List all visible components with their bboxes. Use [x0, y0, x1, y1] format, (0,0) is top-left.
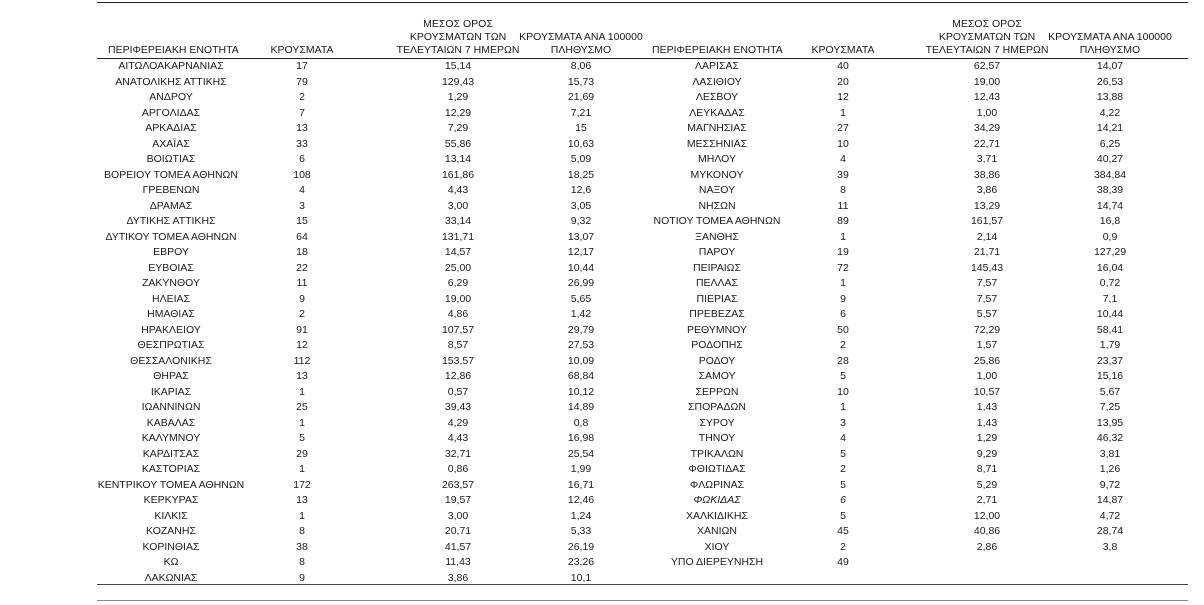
- cell-region: ΗΡΑΚΛΕΙΟΥ: [141, 323, 201, 336]
- cell-per100k: 21,69: [567, 91, 595, 103]
- cell-per100k: 46,32: [1096, 432, 1124, 444]
- cell-cases: 13: [296, 370, 308, 382]
- cell-region: ΡΕΘΥΜΝΟΥ: [686, 323, 748, 336]
- cell-per100k: 15: [575, 122, 587, 134]
- cell-cases: 20: [837, 75, 849, 88]
- cell-cases: 10: [837, 385, 849, 398]
- table-top-border: [97, 2, 1188, 3]
- cell-avg7: 129,43: [441, 75, 475, 88]
- cell-region: ΣΥΡΟΥ: [699, 416, 735, 429]
- cell-per100k: 0,72: [1099, 277, 1121, 289]
- header-avg7-line2: ΚΡΟΥΣΜΑΤΩΝ ΤΩΝ: [409, 31, 507, 43]
- cell-region: ΔΥΤΙΚΗΣ ΑΤΤΙΚΗΣ: [126, 215, 216, 227]
- cell-avg7: 1,43: [976, 401, 998, 413]
- cell-region: ΛΑΚΩΝΙΑΣ: [144, 571, 198, 584]
- cell-per100k: 13,95: [1096, 416, 1124, 429]
- cell-region: ΦΛΩΡΙΝΑΣ: [689, 478, 745, 491]
- cell-region: ΕΒΡΟΥ: [153, 246, 189, 258]
- cell-cases: 1: [840, 401, 846, 413]
- cell-region: ΗΛΕΙΑΣ: [151, 292, 191, 305]
- cell-cases: 8: [840, 184, 846, 196]
- cell-avg7: 107,57: [441, 323, 475, 336]
- cell-avg7: 21,71: [973, 246, 1001, 258]
- cell-per100k: 9,32: [570, 215, 592, 227]
- cell-avg7: 153,57: [441, 354, 475, 367]
- header-cases-left: ΚΡΟΥΣΜΑΤΑ: [270, 44, 334, 56]
- cell-cases: 64: [296, 230, 308, 243]
- cell-avg7: 25,86: [973, 354, 1001, 367]
- cell-cases: 33: [296, 137, 308, 150]
- cell-per100k: 12,46: [567, 494, 595, 506]
- cell-cases: 3: [299, 199, 305, 212]
- cell-per100k: 4,72: [1099, 509, 1121, 522]
- cell-region: ΔΡΑΜΑΣ: [149, 199, 193, 212]
- cell-cases: 3: [840, 416, 846, 429]
- cell-per100k: 7,25: [1099, 401, 1121, 413]
- cell-cases: 7: [299, 106, 305, 119]
- cell-region: ΤΡΙΚΑΛΩΝ: [690, 447, 744, 460]
- cell-per100k: 5,09: [570, 153, 592, 165]
- cell-per100k: 14,07: [1096, 60, 1124, 72]
- cell-region: ΝΟΤΙΟΥ ΤΟΜΕΑ ΑΘΗΝΩΝ: [653, 215, 781, 227]
- cell-cases: 6: [840, 494, 846, 506]
- cell-avg7: 1,00: [976, 106, 998, 119]
- cell-region: ΡΟΔΟΠΗΣ: [691, 339, 743, 351]
- cell-avg7: 38,86: [973, 168, 1001, 181]
- cell-per100k: 27,53: [567, 339, 595, 351]
- cell-region: ΚΑΛΥΜΝΟΥ: [141, 432, 201, 444]
- cell-avg7: 5,29: [976, 478, 998, 491]
- cell-per100k: 1,42: [570, 308, 592, 320]
- cell-region: ΝΗΣΩΝ: [698, 199, 736, 212]
- cell-avg7: 1,57: [976, 339, 998, 351]
- cell-per100k: 10,44: [567, 261, 595, 274]
- cell-avg7: 12,29: [444, 106, 472, 119]
- cell-cases: 17: [296, 60, 308, 72]
- cell-region: ΥΠΟ ΔΙΕΡΕΥΝΗΣΗ: [670, 556, 764, 568]
- cell-region: ΠΙΕΡΙΑΣ: [696, 292, 738, 305]
- cell-region: ΡΟΔΟΥ: [698, 354, 736, 367]
- cell-avg7: 34,29: [973, 122, 1001, 134]
- cell-avg7: 2,71: [976, 494, 998, 506]
- cell-region: ΛΑΡΙΣΑΣ: [695, 60, 739, 72]
- cell-region: ΚΑΡΔΙΤΣΑΣ: [142, 447, 200, 460]
- cell-per100k: 25,54: [567, 447, 595, 460]
- cell-cases: 89: [837, 215, 849, 227]
- cell-avg7: 15,14: [444, 60, 472, 72]
- cell-avg7: 14,57: [444, 246, 472, 258]
- cell-cases: 28: [837, 354, 849, 367]
- cell-region: ΚΕΝΤΡΙΚΟΥ ΤΟΜΕΑ ΑΘΗΝΩΝ: [97, 478, 245, 491]
- cell-per100k: 16,98: [567, 432, 595, 444]
- cell-cases: 22: [296, 261, 308, 274]
- cell-region: ΑΡΚΑΔΙΑΣ: [145, 122, 197, 134]
- cell-per100k: 0,8: [573, 416, 589, 429]
- cell-cases: 19: [837, 246, 849, 258]
- header-per100k-line2: ΠΛΗΘΥΣΜΟ: [1079, 44, 1141, 56]
- cell-cases: 1: [299, 509, 305, 522]
- cell-region: ΠΕΛΛΑΣ: [695, 277, 739, 289]
- cell-per100k: 5,33: [570, 525, 592, 537]
- cell-avg7: 5,57: [976, 308, 998, 320]
- cell-avg7: 9,29: [976, 447, 998, 460]
- cell-avg7: 25,00: [444, 261, 472, 274]
- cell-avg7: 19,57: [444, 494, 472, 506]
- header-region-right: ΠΕΡΙΦΕΡΕΙΑΚΗ ΕΝΟΤΗΤΑ: [652, 44, 783, 56]
- cell-region: ΝΑΞΟΥ: [698, 184, 736, 196]
- cell-per100k: 26,53: [1096, 75, 1124, 88]
- cell-region: ΚΑΒΑΛΑΣ: [146, 416, 196, 429]
- cell-avg7: 40,86: [973, 525, 1001, 537]
- cell-region: ΧΑΝΙΩΝ: [697, 525, 737, 537]
- cell-avg7: 131,71: [441, 230, 475, 243]
- cell-per100k: 8,06: [570, 60, 592, 72]
- cell-region: ΠΕΙΡΑΙΩΣ: [693, 261, 741, 274]
- cell-avg7: 12,00: [973, 509, 1001, 522]
- cell-per100k: 16,04: [1096, 261, 1124, 274]
- cell-per100k: 26,99: [567, 277, 595, 289]
- cell-per100k: 10,63: [567, 137, 595, 150]
- cell-cases: 18: [296, 246, 308, 258]
- cell-avg7: 0,86: [447, 463, 469, 475]
- cell-per100k: 23,37: [1096, 354, 1124, 367]
- cell-avg7: 161,57: [970, 215, 1004, 227]
- cell-cases: 5: [840, 370, 846, 382]
- cell-per100k: 0,9: [1102, 230, 1118, 243]
- table-bottom-border: [97, 584, 1188, 585]
- cell-cases: 5: [840, 447, 846, 460]
- cell-region: ΠΡΕΒΕΖΑΣ: [689, 308, 745, 320]
- cell-per100k: 1,79: [1099, 339, 1121, 351]
- cell-per100k: 14,21: [1096, 122, 1124, 134]
- cell-avg7: 3,86: [976, 184, 998, 196]
- header-per100k-left: [511, 31, 651, 57]
- cell-region: ΣΑΜΟΥ: [698, 370, 736, 382]
- cell-per100k: 9,72: [1099, 478, 1121, 491]
- cell-region: ΦΩΚΙΔΑΣ: [693, 494, 741, 506]
- header-separator: [97, 58, 1188, 59]
- cell-cases: 9: [840, 292, 846, 305]
- cell-avg7: 12,86: [444, 370, 472, 382]
- header-cases-right: ΚΡΟΥΣΜΑΤΑ: [811, 44, 875, 56]
- cell-per100k: 1,26: [1099, 463, 1121, 475]
- cell-avg7: 7,57: [976, 277, 998, 289]
- cell-region: ΜΗΛΟΥ: [698, 153, 736, 165]
- cell-avg7: 41,57: [444, 540, 472, 553]
- cell-avg7: 2,86: [976, 540, 998, 553]
- cell-region: ΤΗΝΟΥ: [698, 432, 736, 444]
- cell-region: ΞΑΝΘΗΣ: [695, 230, 739, 243]
- cell-avg7: 20,71: [444, 525, 472, 537]
- cell-cases: 12: [296, 339, 308, 351]
- cell-per100k: 4,22: [1099, 106, 1121, 119]
- cell-cases: 29: [296, 447, 308, 460]
- cell-avg7: 33,14: [444, 215, 472, 227]
- cell-avg7: 3,86: [447, 571, 469, 584]
- cell-region: ΚΟΡΙΝΘΙΑΣ: [142, 540, 200, 553]
- cell-avg7: 1,00: [976, 370, 998, 382]
- cell-per100k: 14,87: [1096, 494, 1124, 506]
- cell-avg7: 7,29: [447, 122, 469, 134]
- cell-cases: 11: [296, 277, 308, 289]
- cell-cases: 6: [299, 153, 305, 165]
- cell-cases: 8: [299, 525, 305, 537]
- cell-avg7: 22,71: [973, 137, 1001, 150]
- header-per100k-line1: ΚΡΟΥΣΜΑΤΑ ΑΝΑ 100000: [1048, 31, 1172, 43]
- cell-per100k: 10,09: [567, 354, 595, 367]
- cell-region: ΧΑΛΚΙΔΙΚΗΣ: [686, 509, 748, 522]
- cell-avg7: 10,57: [973, 385, 1001, 398]
- cell-cases: 1: [299, 463, 305, 475]
- header-avg7-line1: ΜΕΣΟΣ ΟΡΟΣ: [423, 18, 493, 30]
- cell-avg7: 1,29: [976, 432, 998, 444]
- cell-cases: 108: [293, 168, 311, 181]
- cell-cases: 2: [840, 339, 846, 351]
- header-avg7-line3: ΤΕΛΕΥΤΑΙΩΝ 7 ΗΜΕΡΩΝ: [925, 44, 1049, 56]
- cell-region: ΒΟΡΕΙΟΥ ΤΟΜΕΑ ΑΘΗΝΩΝ: [104, 168, 238, 181]
- cell-avg7: 0,57: [447, 385, 469, 398]
- cell-avg7: 3,00: [447, 509, 469, 522]
- cell-region: ΜΑΓΝΗΣΙΑΣ: [687, 122, 747, 134]
- cell-cases: 4: [299, 184, 305, 196]
- cell-avg7: 8,71: [976, 463, 998, 475]
- cell-per100k: 12,6: [570, 184, 592, 196]
- cell-region: ΣΕΡΡΩΝ: [695, 385, 739, 398]
- header-avg7-line3: ΤΕΛΕΥΤΑΙΩΝ 7 ΗΜΕΡΩΝ: [396, 44, 520, 56]
- cell-cases: 1: [840, 106, 846, 119]
- cell-cases: 25: [296, 401, 308, 413]
- cell-avg7: 32,71: [444, 447, 472, 460]
- cell-cases: 40: [837, 60, 849, 72]
- cell-avg7: 1,29: [447, 91, 469, 103]
- cell-region: ΑΝΑΤΟΛΙΚΗΣ ΑΤΤΙΚΗΣ: [115, 75, 227, 88]
- cell-cases: 13: [296, 122, 308, 134]
- cell-avg7: 3,71: [976, 153, 998, 165]
- cell-region: ΗΜΑΘΙΑΣ: [147, 308, 195, 320]
- cell-region: ΑΙΤΩΛΟΑΚΑΡΝΑΝΙΑΣ: [118, 60, 224, 72]
- cell-region: ΑΧΑΪΑΣ: [152, 137, 190, 150]
- cell-avg7: 62,57: [973, 60, 1001, 72]
- cell-region: ΓΡΕΒΕΝΩΝ: [142, 184, 200, 196]
- cell-cases: 50: [837, 323, 849, 336]
- cell-cases: 4: [840, 432, 846, 444]
- cell-region: ΚΩ: [163, 556, 179, 568]
- cell-avg7: 1,43: [976, 416, 998, 429]
- cell-region: ΙΚΑΡΙΑΣ: [150, 385, 192, 398]
- cell-avg7: 7,57: [976, 292, 998, 305]
- cell-region: ΔΥΤΙΚΟΥ ΤΟΜΕΑ ΑΘΗΝΩΝ: [105, 230, 237, 243]
- cell-region: ΙΩΑΝΝΙΝΩΝ: [141, 401, 201, 413]
- header-avg7-line1: ΜΕΣΟΣ ΟΡΟΣ: [952, 18, 1022, 30]
- cell-region: ΚΟΖΑΝΗΣ: [146, 525, 196, 537]
- cell-cases: 1: [299, 416, 305, 429]
- cell-cases: 1: [840, 277, 846, 289]
- cell-region: ΜΥΚΟΝΟΥ: [690, 168, 744, 181]
- cell-avg7: 55,86: [444, 137, 472, 150]
- cell-cases: 79: [296, 75, 308, 88]
- cell-per100k: 16,8: [1099, 215, 1121, 227]
- cell-avg7: 4,29: [447, 416, 469, 429]
- cell-per100k: 1,99: [570, 463, 592, 475]
- header-region-left: ΠΕΡΙΦΕΡΕΙΑΚΗ ΕΝΟΤΗΤΑ: [108, 44, 239, 56]
- cell-cases: 2: [840, 463, 846, 475]
- cell-cases: 12: [837, 91, 849, 103]
- cell-per100k: 10,1: [570, 571, 592, 584]
- cell-avg7: 2,14: [976, 230, 998, 243]
- cell-region: ΜΕΣΣΗΝΙΑΣ: [686, 137, 748, 150]
- cell-per100k: 10,44: [1096, 308, 1124, 320]
- cell-cases: 45: [837, 525, 849, 537]
- cell-region: ΑΝΔΡΟΥ: [149, 91, 193, 103]
- cell-region: ΖΑΚΥΝΘΟΥ: [141, 277, 201, 289]
- cell-avg7: 19,00: [444, 292, 472, 305]
- cell-per100k: 384,84: [1093, 168, 1127, 181]
- cell-per100k: 18,25: [567, 168, 595, 181]
- cell-cases: 15: [296, 215, 308, 227]
- cell-region: ΛΕΣΒΟΥ: [695, 91, 739, 103]
- cell-region: ΠΑΡΟΥ: [698, 246, 736, 258]
- cell-cases: 5: [840, 509, 846, 522]
- cell-per100k: 5,67: [1099, 385, 1121, 398]
- cell-avg7: 39,43: [444, 401, 472, 413]
- header-per100k-line1: ΚΡΟΥΣΜΑΤΑ ΑΝΑ 100000: [519, 31, 643, 43]
- cell-cases: 72: [837, 261, 849, 274]
- cell-region: ΑΡΓΟΛΙΔΑΣ: [141, 106, 201, 119]
- cell-per100k: 14,74: [1096, 199, 1124, 212]
- cell-cases: 172: [293, 478, 311, 491]
- cell-per100k: 23,26: [567, 556, 595, 568]
- cell-per100k: 12,17: [567, 246, 595, 258]
- cell-region: ΦΘΙΩΤΙΔΑΣ: [688, 463, 746, 475]
- cell-avg7: 4,43: [447, 184, 469, 196]
- cell-cases: 5: [840, 478, 846, 491]
- cell-region: ΒΟΙΩΤΙΑΣ: [146, 153, 196, 165]
- cell-per100k: 3,8: [1102, 540, 1118, 553]
- cell-avg7: 6,29: [447, 277, 469, 289]
- header-per100k-line2: ΠΛΗΘΥΣΜΟ: [550, 44, 612, 56]
- cell-region: ΚΑΣΤΟΡΙΑΣ: [141, 463, 201, 475]
- cell-per100k: 68,84: [567, 370, 595, 382]
- cell-per100k: 14,89: [567, 401, 595, 413]
- cell-region: ΕΥΒΟΙΑΣ: [148, 261, 194, 274]
- cell-per100k: 10,12: [567, 385, 595, 398]
- cell-cases: 1: [840, 230, 846, 243]
- cell-avg7: 263,57: [441, 478, 475, 491]
- cell-region: ΘΗΡΑΣ: [153, 370, 189, 382]
- cell-per100k: 28,74: [1096, 525, 1124, 537]
- cell-cases: 91: [296, 323, 308, 336]
- cell-avg7: 8,57: [447, 339, 469, 351]
- cell-per100k: 16,71: [567, 478, 595, 491]
- cell-per100k: 6,25: [1099, 137, 1121, 150]
- cell-per100k: 7,21: [570, 106, 592, 119]
- cell-cases: 2: [299, 91, 305, 103]
- header-per100k-right: [1040, 31, 1180, 57]
- cell-per100k: 3,05: [570, 199, 592, 212]
- cell-cases: 27: [837, 122, 849, 134]
- table-footer-border: [97, 600, 1188, 601]
- cell-per100k: 7,1: [1102, 292, 1118, 305]
- cell-cases: 1: [299, 385, 305, 398]
- header-avg7-line2: ΚΡΟΥΣΜΑΤΩΝ ΤΩΝ: [938, 31, 1036, 43]
- cell-avg7: 145,43: [970, 261, 1004, 274]
- cell-region: ΣΠΟΡΑΔΩΝ: [688, 401, 746, 413]
- cell-cases: 10: [837, 137, 849, 150]
- cell-per100k: 58,41: [1096, 323, 1124, 336]
- cell-per100k: 29,79: [567, 323, 595, 336]
- cell-region: ΛΑΣΙΘΙΟΥ: [692, 75, 742, 88]
- cell-cases: 2: [299, 308, 305, 320]
- cell-avg7: 13,14: [444, 153, 472, 165]
- cell-avg7: 4,86: [447, 308, 469, 320]
- cell-per100k: 1,24: [570, 509, 592, 522]
- cell-cases: 11: [837, 199, 849, 212]
- cell-avg7: 3,00: [447, 199, 469, 212]
- cell-cases: 5: [299, 432, 305, 444]
- cell-region: ΘΕΣΠΡΩΤΙΑΣ: [137, 339, 205, 351]
- cell-per100k: 40,27: [1096, 153, 1124, 165]
- cell-per100k: 3,81: [1099, 447, 1121, 460]
- cell-avg7: 161,86: [441, 168, 475, 181]
- cell-avg7: 11,43: [445, 556, 471, 568]
- cell-cases: 9: [299, 292, 305, 305]
- cell-region: ΚΙΛΚΙΣ: [154, 509, 188, 522]
- cell-region: ΘΕΣΣΑΛΟΝΙΚΗΣ: [130, 354, 212, 367]
- cell-cases: 13: [296, 494, 308, 506]
- cell-per100k: 13,07: [567, 230, 595, 243]
- cell-per100k: 15,16: [1096, 370, 1124, 382]
- cell-per100k: 127,29: [1093, 246, 1127, 258]
- cell-region: ΚΕΡΚΥΡΑΣ: [143, 494, 199, 506]
- cell-per100k: 5,65: [570, 292, 592, 305]
- cell-cases: 9: [299, 571, 305, 584]
- cell-per100k: 15,73: [567, 75, 595, 88]
- cell-cases: 38: [296, 540, 308, 553]
- cell-per100k: 13,88: [1096, 91, 1124, 103]
- cell-avg7: 72,29: [973, 323, 1001, 336]
- cell-cases: 8: [299, 556, 305, 568]
- cell-cases: 4: [840, 153, 846, 165]
- cell-per100k: 26,19: [567, 540, 595, 553]
- cell-avg7: 13,29: [973, 199, 1001, 212]
- cell-avg7: 12,43: [973, 91, 1001, 103]
- cell-cases: 49: [837, 556, 849, 568]
- cell-region: ΛΕΥΚΑΔΑΣ: [689, 106, 745, 119]
- cell-avg7: 4,43: [447, 432, 469, 444]
- cell-avg7: 19,00: [973, 75, 1001, 88]
- cell-cases: 6: [840, 308, 846, 320]
- cell-region: ΧΙΟΥ: [704, 540, 730, 553]
- cell-cases: 2: [840, 540, 846, 553]
- cell-cases: 112: [293, 354, 311, 367]
- cell-per100k: 38,39: [1096, 184, 1124, 196]
- cell-cases: 39: [837, 168, 849, 181]
